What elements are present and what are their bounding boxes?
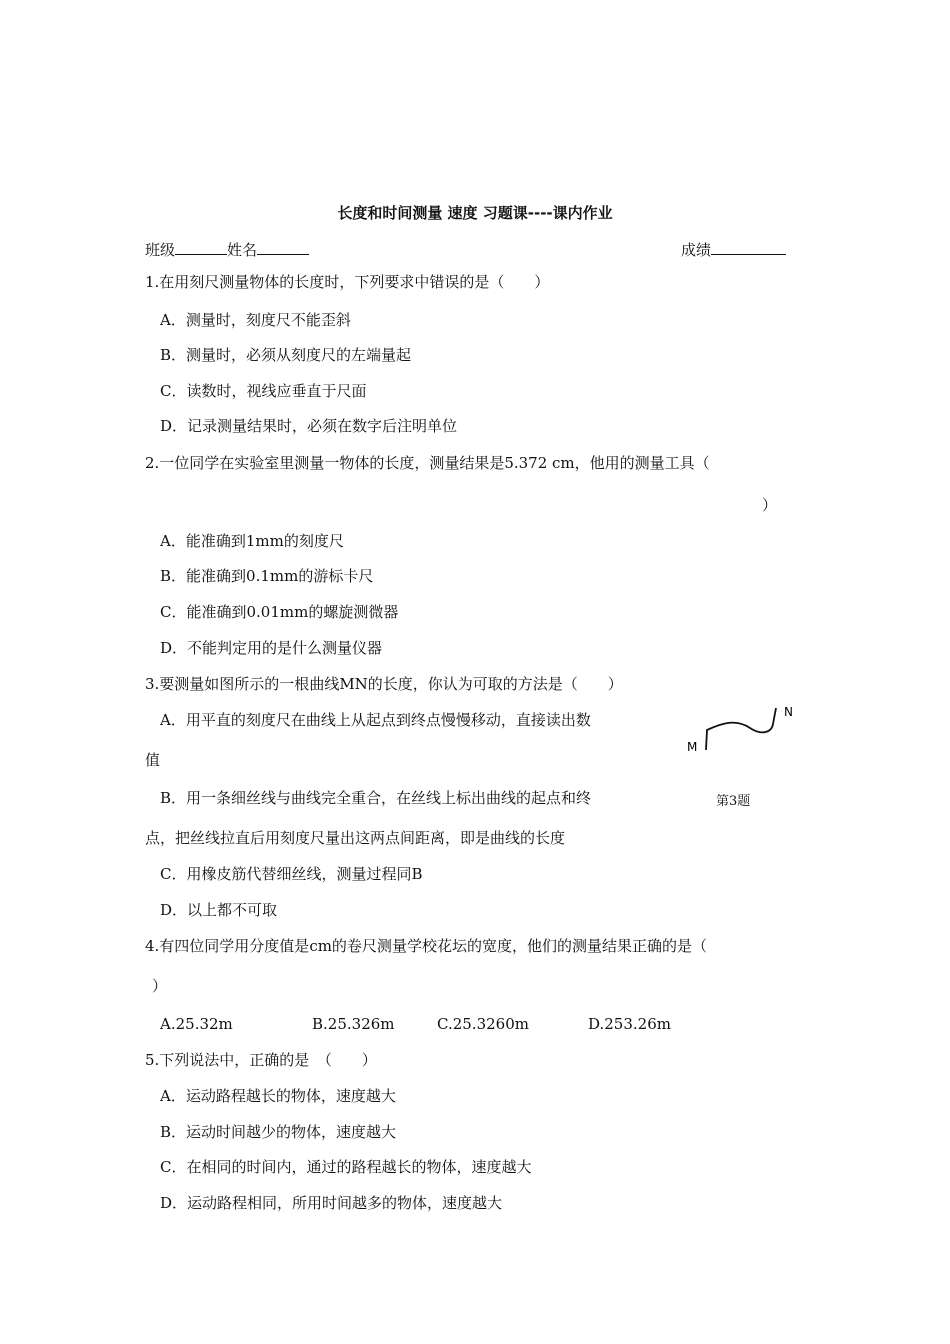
name-label: 姓名 [227, 241, 258, 259]
option-a: A．用平直的刻度尺在曲线上从起点到终点慢慢移动，直接读出数 [160, 711, 591, 729]
option-d: D．不能判定用的是什么测量仪器 [160, 639, 383, 657]
option-a: A．能准确到1mm的刻度尺 [160, 532, 344, 550]
option-d: D．以上都不可取 [160, 901, 278, 919]
option-c: C．读数时，视线应垂直于尺面 [160, 382, 367, 400]
figure-caption: 第3题 [716, 794, 751, 809]
question-stem: 3.要测量如图所示的一根曲线MN的长度，你认为可取的方法是（ ） [145, 675, 623, 693]
label-n: N [784, 705, 793, 719]
class-label: 班级 [145, 241, 176, 259]
score-label: 成绩 [681, 241, 712, 259]
curve-mn-figure [680, 700, 800, 760]
option-c: C．在相同的时间内，通过的路程越长的物体，速度越大 [160, 1158, 532, 1176]
question-stem-end: ） [762, 496, 778, 514]
option-d: D．运动路程相同，所用时间越多的物体，速度越大 [160, 1194, 503, 1212]
score-blank[interactable] [711, 238, 786, 255]
option-b: B.25.326m [312, 1015, 395, 1033]
page-title: 长度和时间测量 速度 习题课----课内作业 [337, 204, 613, 222]
curve-mn-path [706, 708, 776, 750]
class-blank[interactable] [175, 238, 227, 255]
option-d: D．记录测量结果时，必须在数字后注明单位 [160, 417, 458, 435]
question-stem: 5.下列说法中，正确的是 （ ） [145, 1051, 377, 1069]
question-stem: 2.一位同学在实验室里测量一物体的长度，测量结果是5.372 cm，他用的测量工具（ [145, 454, 710, 472]
option-b: B．测量时，必须从刻度尺的左端量起 [160, 346, 412, 364]
question-stem: 4.有四位同学用分度值是cm的卷尺测量学校花坛的宽度，他们的测量结果正确的是（ [145, 937, 707, 955]
option-a: A．测量时，刻度尺不能歪斜 [160, 311, 351, 329]
name-blank[interactable] [257, 238, 309, 255]
question-stem-end: ） [152, 977, 168, 995]
option-b: B．能准确到0.1mm的游标卡尺 [160, 567, 374, 585]
label-m: M [687, 740, 698, 754]
option-b: B．运动时间越少的物体，速度越大 [160, 1123, 397, 1141]
option-c: C.25.3260m [437, 1015, 529, 1033]
option-c: C．用橡皮筋代替细丝线，测量过程同B [160, 865, 423, 883]
option-c: C．能准确到0.01mm的螺旋测微器 [160, 603, 399, 621]
option-b: B．用一条细丝线与曲线完全重合，在丝线上标出曲线的起点和终 [160, 789, 592, 807]
curve-mn-svg [680, 700, 800, 760]
question-stem: 1.在用刻尺测量物体的长度时，下列要求中错误的是（ ） [145, 273, 550, 291]
option-d: D.253.26m [588, 1015, 671, 1033]
option-b-continued: 点，把丝线拉直后用刻度尺量出这两点间距离，即是曲线的长度 [145, 829, 566, 847]
option-a-continued: 值 [145, 751, 161, 769]
option-a: A.25.32m [160, 1015, 233, 1033]
option-a: A．运动路程越长的物体，速度越大 [160, 1087, 396, 1105]
